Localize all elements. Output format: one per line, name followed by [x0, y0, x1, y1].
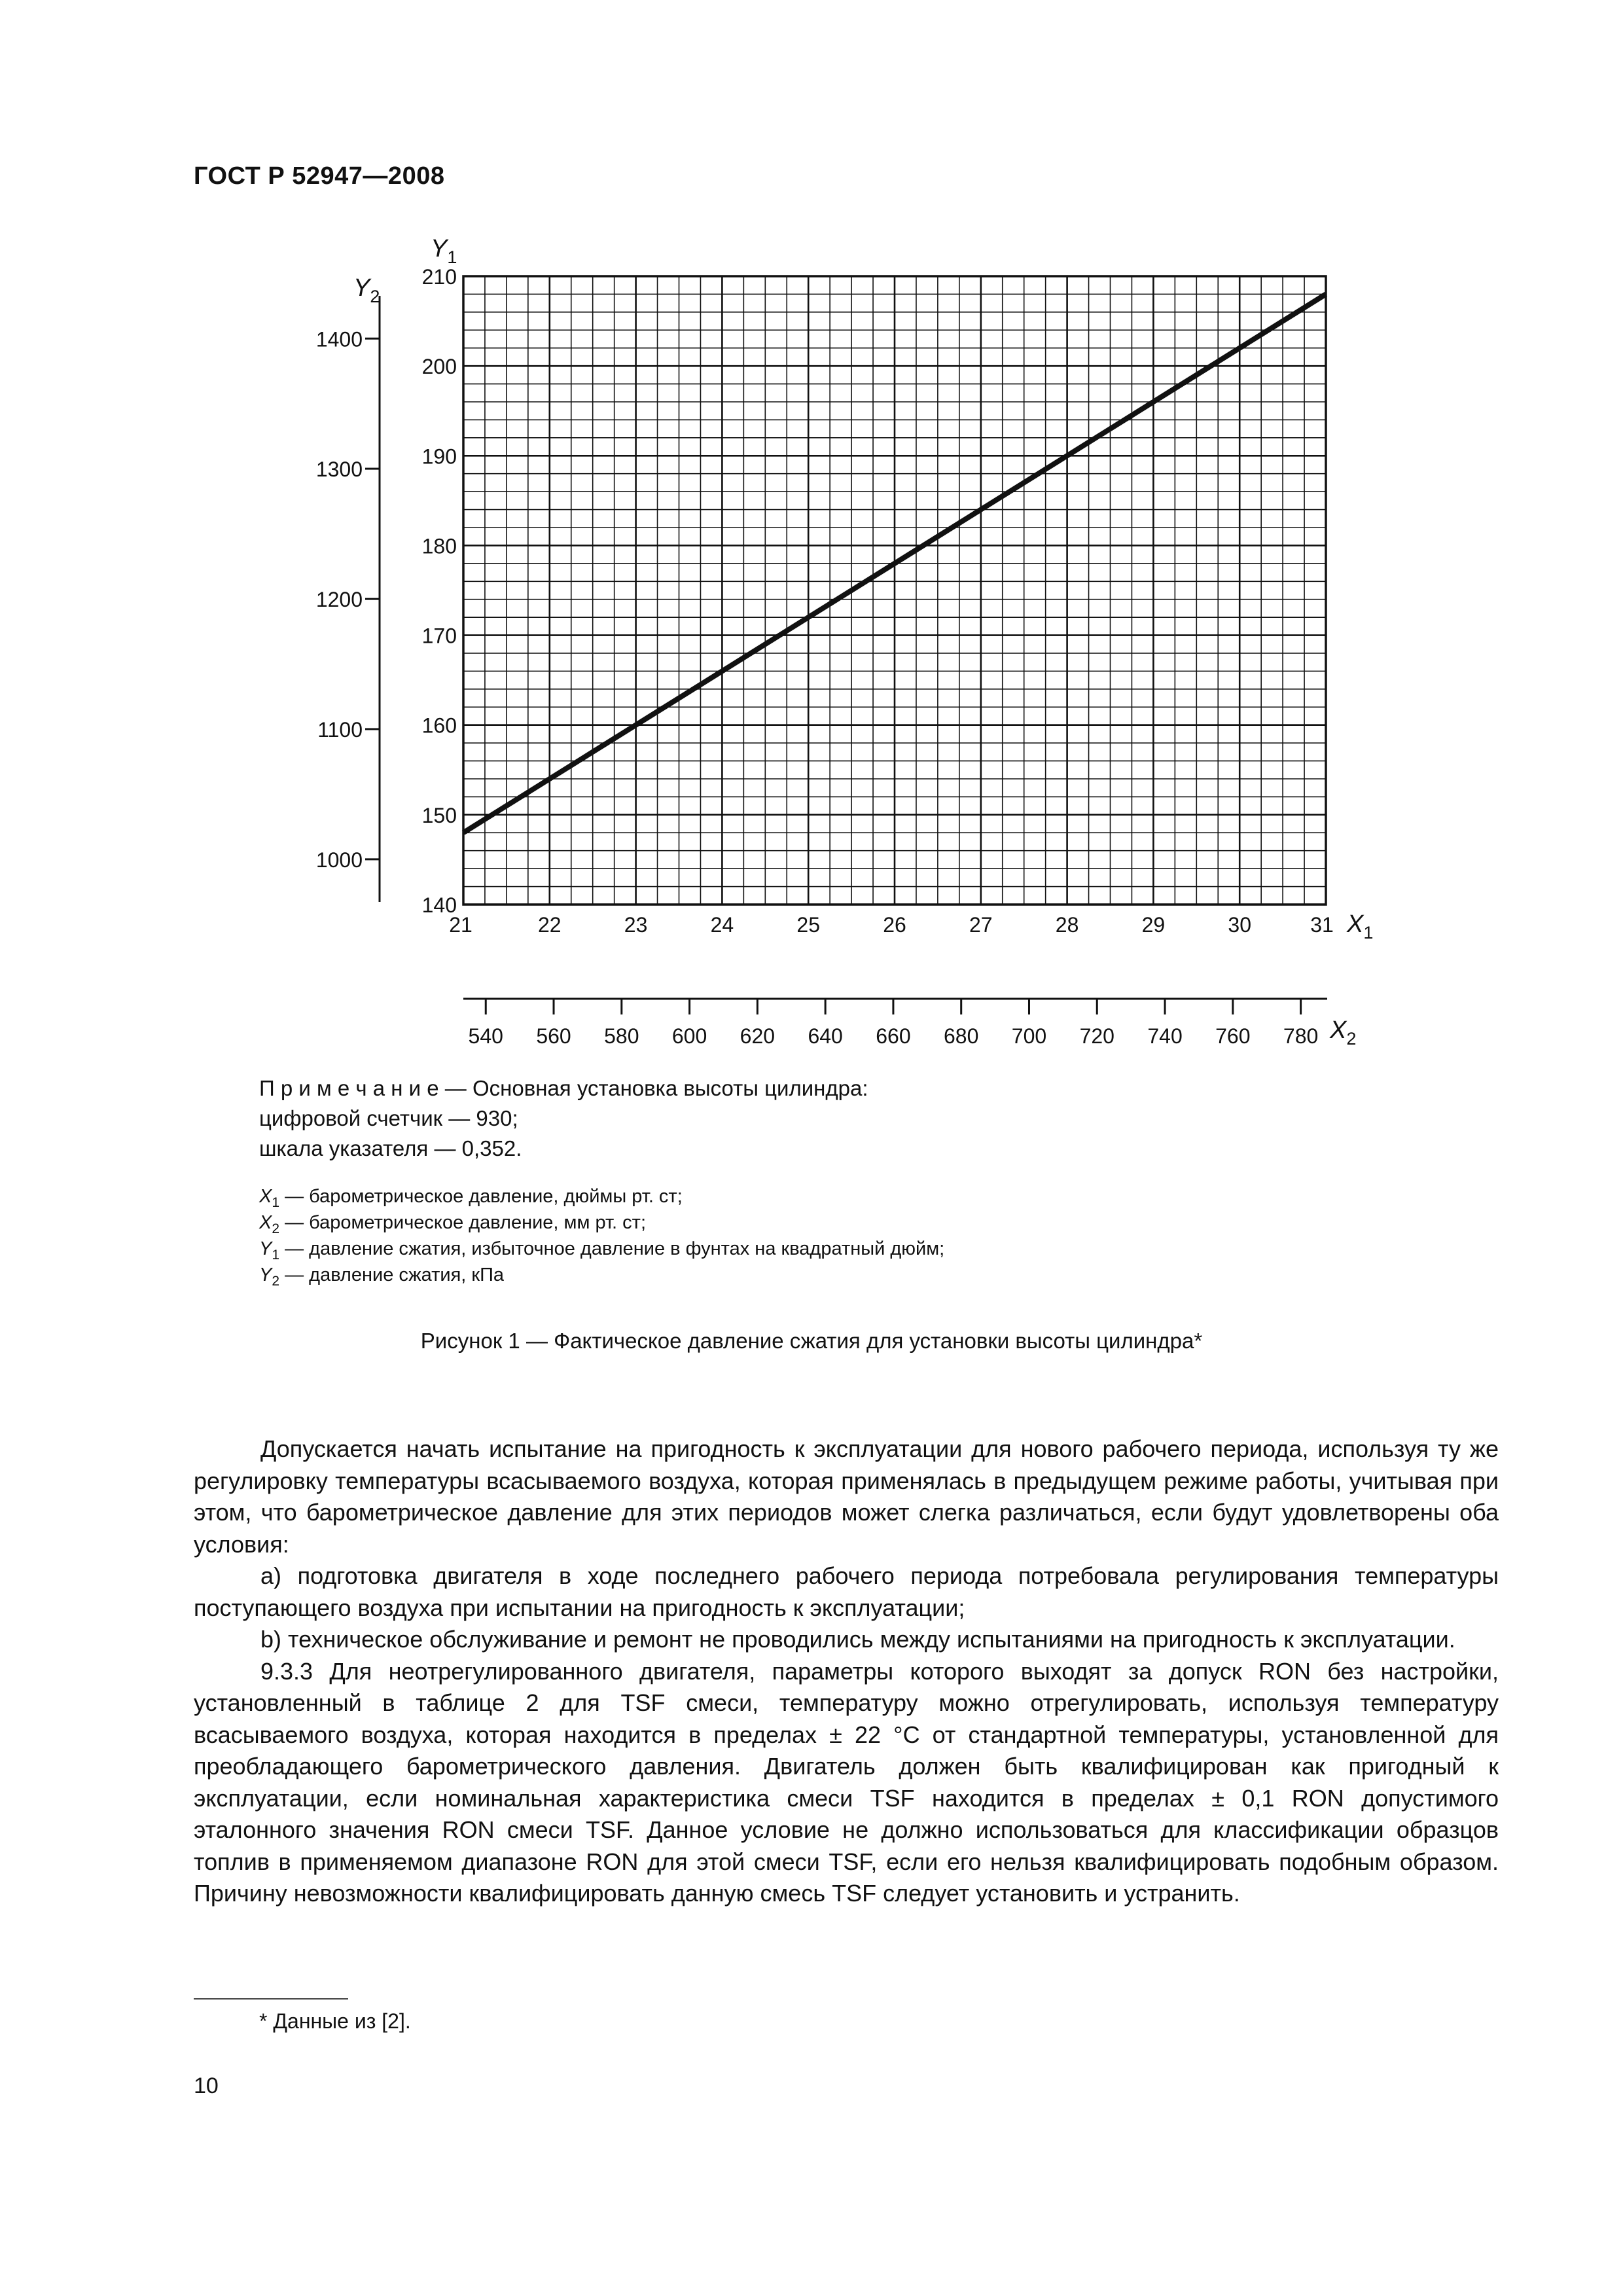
x2-tick-label: 680	[944, 1024, 979, 1048]
x2-tick-label: 660	[876, 1024, 911, 1048]
x2-tick-label: 580	[604, 1024, 639, 1048]
paragraph-9-3-3: 9.3.3 Для неотрегулированного двигателя, параметры которого выходят за допуск RON без настройки, установленный в таблице 2 для TSF смеси, температуру можно отрегулировать, используя температуру всасываемого воздуха, которая находится в пределах ± 22 °C от стандартной температуры, установленной для преобладающего барометрического давления. Двигатель должен быть квалифицирован как пригодный к эксплуатации, если номинальная характеристика смеси TSF находится в пределах ± 0,1 RON допустимого эталонного значения RON смеси TSF. Данное условие не должно использоваться для классификации образцов топлив в применяемом диапазоне RON для этой смеси TSF, если его нельзя квалифицировать подобным образом. Причину невозможности квалифицировать данную смесь TSF следует установить и устранить.	[194, 1657, 1499, 1907]
figure-caption: Рисунок 1 — Фактическое давление сжатия для установки высоты цилиндра*	[420, 1329, 1203, 1353]
x2-tick-label: 540	[468, 1024, 503, 1048]
x2-tick-label: 700	[1011, 1024, 1047, 1048]
y1-tick-label: 160	[421, 713, 457, 738]
x1-tick-label: 28	[1055, 913, 1079, 937]
note-line-2: цифровой счетчик — 930;	[259, 1106, 518, 1130]
y1-tick-label: 180	[421, 534, 457, 558]
y1-axis-ticks	[422, 265, 457, 917]
x1-axis-ticks	[449, 913, 1334, 937]
x1-tick-label: 22	[538, 913, 562, 937]
y1-axis-label: $Y_1$	[431, 235, 457, 267]
x1-tick-label: 25	[796, 913, 820, 937]
footnote-divider	[194, 1998, 348, 2000]
x1-axis-label: $X_1$	[1347, 910, 1374, 942]
y2-tick-label: 1300	[315, 457, 363, 482]
paragraph-condition-a: a) подготовка двигателя в ходе последнего рабочего периода потребовала регулирования температуры поступающего воздуха при испытании на пригодность к эксплуатации;	[194, 1562, 1499, 1621]
document-header: ГОСТ Р 52947—2008	[194, 162, 445, 190]
legend-y2: $Y_2$ — давление сжатия, кПа	[259, 1265, 505, 1289]
x1-tick-label: 30	[1228, 913, 1251, 937]
x1-tick-label: 29	[1141, 913, 1166, 937]
y2-tick-label: 1000	[315, 848, 363, 872]
y2-axis-label: $Y_2$	[353, 274, 380, 306]
x2-tick-label: 780	[1283, 1024, 1319, 1048]
y1-tick-label: 190	[421, 444, 457, 469]
x2-tick-label: 740	[1147, 1024, 1183, 1048]
paragraph-1: Допускается начать испытание на пригодность к эксплуатации для нового рабочего периода, используя ту же регулировку температуры всасываемого воздуха, которая применялась в предыдущем режиме работы, учитывая при этом, что барометрическое давление для этих периодов может слегка различаться, если будут удовлетворены оба условия:	[194, 1435, 1499, 1558]
page-number: 10	[194, 2073, 219, 2098]
body-text	[194, 1433, 1499, 1910]
x2-tick-label: 560	[536, 1024, 571, 1048]
y2-tick-label: 1400	[315, 327, 363, 351]
x2-tick-label: 620	[740, 1024, 776, 1048]
note-line-1: П р и м е ч а н и е — Основная установка высоты цилиндра:	[259, 1076, 868, 1100]
x2-tick-label: 640	[808, 1024, 843, 1048]
x2-axis-label: $X_2$	[1330, 1016, 1357, 1049]
y1-tick-label: 150	[421, 803, 457, 827]
x1-tick-label: 23	[624, 913, 648, 937]
compression-pressure-chart	[0, 0, 1623, 1113]
x1-tick-label: 24	[710, 913, 734, 937]
y2-tick-label: 1100	[317, 718, 363, 742]
y1-tick-label: 200	[421, 355, 457, 379]
paragraph-condition-b: b) техническое обслуживание и ремонт не проводились между испытаниями на пригодность к эксплуатации.	[260, 1626, 1455, 1653]
footnote: * Данные из [2].	[259, 2009, 411, 2033]
x2-tick-label: 720	[1079, 1024, 1115, 1048]
x1-tick-label: 27	[969, 913, 993, 937]
y2-tick-label: 1200	[315, 588, 363, 612]
y1-tick-label: 170	[421, 624, 457, 648]
x1-tick-label: 26	[883, 913, 906, 937]
y1-tick-label: 140	[421, 893, 457, 917]
legend-x1: $X_1$ — барометрическое давление, дюймы рт. ст;	[259, 1186, 683, 1210]
x1-tick-label: 21	[449, 913, 473, 937]
x1-tick-label: 31	[1310, 913, 1334, 937]
note-line-3: шкала указателя — 0,352.	[259, 1136, 522, 1160]
y2-axis	[316, 296, 380, 902]
x2-axis	[463, 999, 1327, 1048]
legend-y1: $Y_1$ — давление сжатия, избыточное давление в фунтах на квадратный дюйм;	[259, 1238, 945, 1263]
legend-x2: $X_2$ — барометрическое давление, мм рт. ст;	[259, 1212, 646, 1236]
y1-tick-label: 210	[421, 265, 457, 289]
x2-tick-label: 760	[1215, 1024, 1251, 1048]
x2-tick-label: 600	[671, 1024, 707, 1048]
